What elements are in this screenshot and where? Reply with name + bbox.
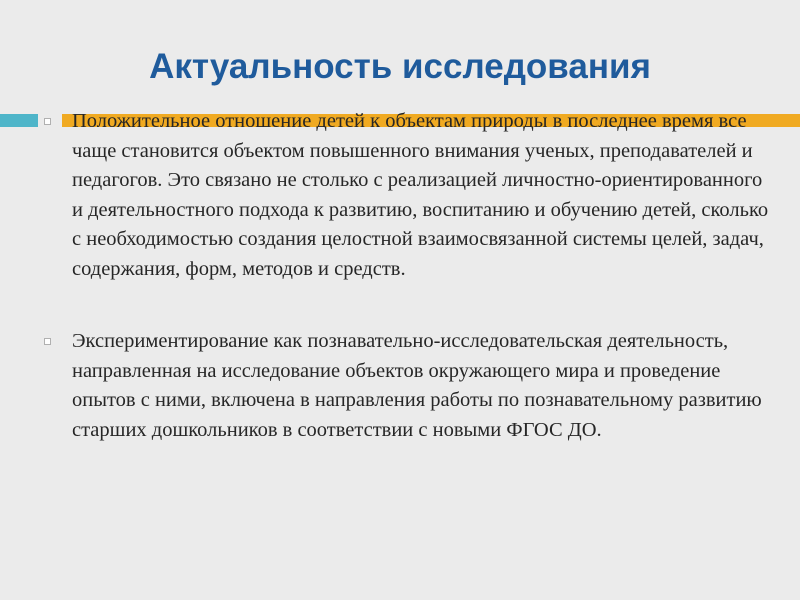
- bullet-text: Положительное отношение детей к объектам природы в последнее время все чаще становится объектом повышенного внимания ученых, преподавателей и педагогов. Это связано не столько с реализацией личностно-ориентированного и деятельностного подхода к развитию, воспитанию и обучению детей, сколько с необходимостью создания целостной взаимосвязанной системы целей, задач, содержания, форм, методов и средств.: [72, 110, 769, 280]
- square-bullet-icon: [44, 338, 51, 345]
- bullet-item: [0, 327, 800, 445]
- bullet-text: Экспериментирование как познавательно-исследовательская деятельность, направленная на исследование объектов окружающего мира и проведение опытов с ними, включена в направления работы по познавательному развитию старших дошкольников в соответствии с новыми ФГОС ДО.: [72, 330, 762, 441]
- slide-title: Актуальность исследования: [149, 47, 651, 86]
- square-bullet-icon: [44, 118, 51, 125]
- bullet-list: [0, 107, 800, 445]
- bullet-item: [0, 107, 800, 284]
